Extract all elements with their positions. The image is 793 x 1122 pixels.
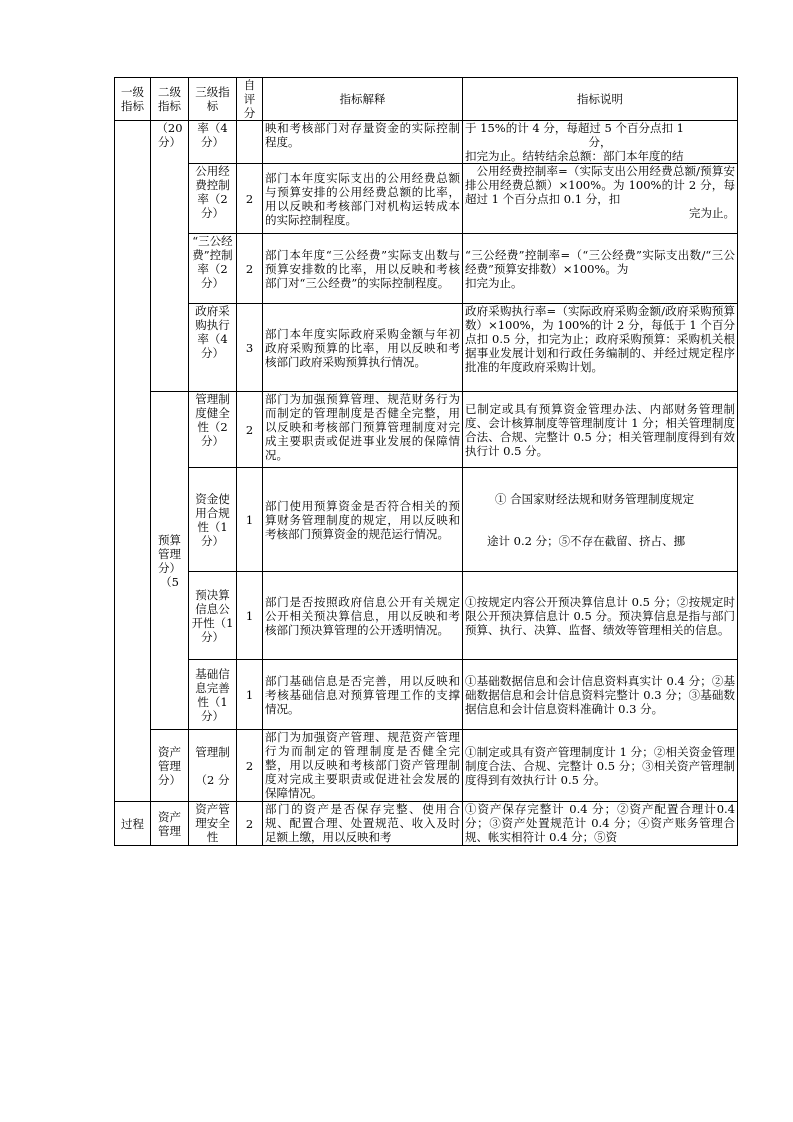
explanation-text: 部门基础信息是否完善，用以反映和考核基础信息对预算管理工作的支撑情况。 bbox=[265, 673, 460, 716]
description-line: 扣完为止。 bbox=[465, 275, 523, 290]
level3-label: 管理制度健全性（2分） bbox=[195, 392, 230, 448]
description-line: ① 合国家财经法规和财务管理制度规定 bbox=[495, 491, 695, 506]
level3-label: 资金使用合规性（1分） bbox=[195, 491, 230, 548]
score-cell: 3 bbox=[237, 304, 263, 392]
description-text: ①资产保存完整计 0.4 分；②资产配置合理计0.4 分；③资产处置规范计 0.4 分；④资产账务管理合规、帐实相符计 0.4 分；⑤资 bbox=[465, 802, 735, 844]
description-cell bbox=[463, 392, 738, 468]
level3-label: 资产管理安全性 bbox=[195, 802, 230, 844]
level1-cell bbox=[115, 802, 151, 846]
explanation-cell bbox=[263, 802, 463, 846]
level3-label: 公用经费控制率（2分） bbox=[195, 164, 230, 220]
level2-cell bbox=[151, 121, 189, 392]
level3-cell bbox=[189, 164, 237, 234]
level2-label: 预算管理分）（5 bbox=[158, 532, 181, 589]
description-line: 公用经费控制率=（实际支出公用经费总额/预算安排公用经费总额）×100%。为 100%的计 2 分，每超过 1 个百分点扣 0.1 分，扣 bbox=[465, 164, 735, 206]
level2-cell bbox=[151, 802, 189, 846]
level2-label: 资产管理分） bbox=[158, 744, 181, 787]
level3-cell bbox=[189, 468, 237, 572]
explanation-cell bbox=[263, 660, 463, 730]
description-line: “三公经费”控制率=（“三公经费”实际支出数/“三公经费”预算安排数）×100%。为 bbox=[465, 247, 735, 276]
description-cell bbox=[463, 572, 738, 660]
table-row bbox=[115, 392, 738, 468]
table-row bbox=[115, 802, 738, 846]
explanation-text: 部门本年度“三公经费”实际支出数与预算安排数的比率，用以反映和考核部门对“三公经费”的实际控制程度。 bbox=[265, 247, 460, 290]
description-cell bbox=[463, 730, 738, 802]
explanation-cell bbox=[263, 234, 463, 304]
explanation-text: 部门为加强预算管理、规范财务行为而制定的管理制度是否健全完整，用以反映和考核部门预算管理制度对完成主要职责或促进事业发展的保障情况。 bbox=[265, 392, 460, 462]
explanation-text: 部门使用预算资金是否符合相关的预算财务管理制度的规定，用以反映和考核部门预算资金的规范运行情况。 bbox=[265, 498, 460, 541]
score-cell: 2 bbox=[237, 730, 263, 802]
explanation-text: 部门本年度实际政府采购金额与年初政府采购预算的比率，用以反映和考核部门政府采购预算执行情况。 bbox=[265, 326, 460, 369]
header-indicator-description: 指标说明 bbox=[463, 78, 738, 121]
description-text: 政府采购执行率=（实际政府采购金额/政府采购预算数）×100%，为 100%的计 2 分，每低于 1 个百分点扣 0.5 分，扣完为止；政府采购预算：采购机关根据事业发展计划和行政任务编制的、并经过规定程序批准的年度政府采购计划。 bbox=[465, 304, 735, 374]
level3-label: “三公经费”控制率（2分） bbox=[192, 234, 233, 290]
level1-cell-empty bbox=[115, 121, 151, 802]
level3-cell bbox=[189, 730, 237, 802]
explanation-text: 部门是否按照政府信息公开有关规定公开相关预决算信息，用以反映和考核部门预决算管理的公开透明情况。 bbox=[265, 594, 460, 637]
score-cell: 1 bbox=[237, 572, 263, 660]
description-line: 扣完为止。结转结余总额：部门本年度的结 bbox=[465, 149, 684, 163]
description-text: ①制定或具有资产管理制度计 1 分；②相关资金管理制度合法、合规、完整计 0.5 分；③相关资产管理制度得到有效执行计 0.5 分。 bbox=[465, 744, 735, 787]
explanation-cell bbox=[263, 164, 463, 234]
description-line: 途计 0.2 分；⑤不存在截留、挤占、挪 bbox=[487, 533, 686, 548]
evaluation-table bbox=[114, 77, 738, 846]
header-level3: 三级指标 bbox=[189, 78, 237, 121]
level3-label: 预决算信息公开性（1分） bbox=[191, 587, 234, 644]
explanation-text: 部门为加强资产管理、规范资产管理行为而制定的管理制度是否健全完整，用以反映和考核部门资产管理制度对完成主要职责或促进社会发展的保障情况。 bbox=[265, 730, 460, 800]
level2-label: （20分） bbox=[156, 121, 183, 149]
level3-label: 管理制 bbox=[195, 744, 230, 759]
description-cell bbox=[463, 468, 738, 572]
explanation-cell bbox=[263, 304, 463, 392]
table-row bbox=[115, 304, 738, 392]
description-line: 分， bbox=[588, 135, 612, 149]
table-row bbox=[115, 660, 738, 730]
description-cell bbox=[463, 164, 738, 234]
description-text: ①基础数据信息和会计信息资料真实计 0.4 分；②基础数据信息和会计信息资料完整计 0.3 分；③基础数据信息和会计信息资料准确计 0.3 分。 bbox=[465, 673, 735, 716]
score-cell: 1 bbox=[237, 660, 263, 730]
explanation-cell bbox=[263, 730, 463, 802]
level3-cell bbox=[189, 392, 237, 468]
explanation-cell bbox=[263, 572, 463, 660]
description-cell bbox=[463, 660, 738, 730]
score-cell: 2 bbox=[237, 802, 263, 846]
level3-cell bbox=[189, 802, 237, 846]
level3-cell bbox=[189, 304, 237, 392]
description-cell bbox=[463, 234, 738, 304]
header-self-score: 自评分 bbox=[237, 78, 263, 121]
header-level1: 一级指标 bbox=[115, 78, 151, 121]
level3-cell bbox=[189, 572, 237, 660]
level3-cell bbox=[189, 660, 237, 730]
table-row bbox=[115, 164, 738, 234]
description-text: ①按规定内容公开预决算信息计 0.5 分；②按规定时限公开预决算信息计 0.5 分。预决算信息是指与部门预算、执行、决算、监督、绩效等管理相关的信息。 bbox=[465, 594, 735, 637]
score-cell: 2 bbox=[237, 234, 263, 304]
header-indicator-explanation: 指标解释 bbox=[263, 78, 463, 121]
table-row bbox=[115, 468, 738, 572]
explanation-cell bbox=[263, 121, 463, 164]
level3-label: 政府采购执行率（4分） bbox=[195, 304, 230, 360]
table-header-row bbox=[115, 78, 738, 121]
description-cell bbox=[463, 121, 738, 164]
explanation-text: 部门本年度实际支出的公用经费总额与预算安排的公用经费总额的比率，用以反映和考核部门对机构运转成本的实际控制程度。 bbox=[265, 170, 460, 227]
level2-label: 资产管理 bbox=[158, 809, 181, 838]
table-row bbox=[115, 121, 738, 164]
level1-label: 过程 bbox=[121, 816, 144, 831]
description-cell bbox=[463, 802, 738, 846]
score-cell: 2 bbox=[237, 164, 263, 234]
table-row bbox=[115, 730, 738, 802]
description-line: 于 15%的计 4 分，每超过 5 个百分点扣 1 bbox=[465, 121, 684, 135]
description-line: 完为止。 bbox=[689, 206, 735, 220]
level3-cell bbox=[189, 121, 237, 164]
level3-label: 基础信息完善性（1分） bbox=[195, 666, 230, 723]
explanation-text: 部门的资产是否保存完整、使用合规、配置合理、处置规范、收入及时足额上缴，用以反映和考 bbox=[265, 802, 460, 844]
description-cell bbox=[463, 304, 738, 392]
table-row bbox=[115, 572, 738, 660]
explanation-cell bbox=[263, 392, 463, 468]
header-level2: 二级指标 bbox=[151, 78, 189, 121]
level3-label: （2 分 bbox=[195, 772, 230, 787]
description-text: 已制定或具有预算资金管理办法、内部财务管理制度、会计核算制度等管理制度计 1 分；相关管理制度合法、合规、完整计 0.5 分；相关管理制度得到有效执行计 0.5 分。 bbox=[465, 401, 735, 458]
explanation-text: 映和考核部门对存量资金的实际控制程度。 bbox=[265, 121, 460, 149]
score-cell: 1 bbox=[237, 468, 263, 572]
level2-cell-budget bbox=[151, 392, 189, 730]
level3-label: 率（4分） bbox=[197, 121, 228, 149]
level2-cell-asset bbox=[151, 730, 189, 802]
explanation-cell bbox=[263, 468, 463, 572]
score-cell: 2 bbox=[237, 392, 263, 468]
level3-cell bbox=[189, 234, 237, 304]
table-row bbox=[115, 234, 738, 304]
score-cell bbox=[237, 121, 263, 164]
